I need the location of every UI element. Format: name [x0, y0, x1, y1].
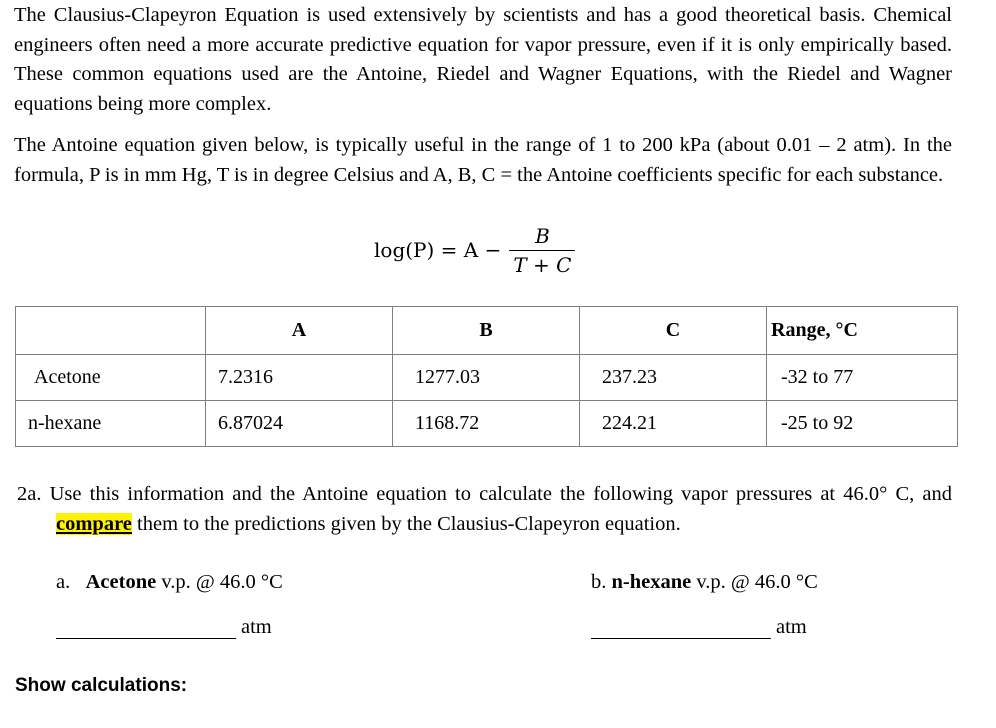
antoine-coefficients-table	[15, 306, 958, 447]
table-cell-c: 224.21	[580, 401, 767, 447]
table-cell-a: 7.2316	[206, 355, 393, 401]
equation-fraction	[509, 224, 575, 277]
table-cell-a: 6.87024	[206, 401, 393, 447]
equation-numerator: B	[535, 223, 550, 248]
header-cell-b: B	[393, 307, 580, 355]
table-header-row	[16, 307, 958, 355]
antoine-description-paragraph: The Antoine equation given below, is typically useful in the range of 1 to 200 kPa (about 0.01 – 2 atm). In the formula, P is in mm Hg, T is in degree Celsius and A, B, C = the Antoine coefficients specific for each substance.	[14, 134, 952, 186]
question-suffix: them to the predictions given by the Clausius-Clapeyron equation.	[131, 513, 681, 535]
part-a-letter: a.	[56, 571, 71, 593]
part-a-rest: v.p. @ 46.0 °C	[156, 571, 283, 593]
table-cell-range: -25 to 92	[767, 401, 958, 447]
table-cell-range: -32 to 77	[767, 355, 958, 401]
question-prefix: 2a. Use this information and the Antoine equation to calculate the following vapor pressures at 46.0° C, and	[17, 483, 952, 505]
antoine-equation	[374, 220, 575, 280]
show-calculations-label: Show calculations:	[15, 675, 188, 696]
denominator-t: T	[513, 252, 527, 277]
unit-b: atm	[776, 616, 807, 638]
table-row	[16, 401, 958, 447]
highlighted-word: compare	[56, 513, 132, 535]
equation-lhs: log(P) = A −	[374, 238, 502, 262]
part-b-letter: b.	[591, 571, 607, 593]
part-b-substance: n-hexane	[611, 571, 692, 593]
denominator-c: C	[556, 252, 572, 277]
table-cell-c: 237.23	[580, 355, 767, 401]
header-cell-c: C	[580, 307, 767, 355]
table-cell-b: 1168.72	[393, 401, 580, 447]
part-a-prompt	[56, 571, 283, 594]
part-b-rest: v.p. @ 46.0 °C	[691, 571, 818, 593]
answer-blank-b[interactable]	[591, 638, 771, 639]
answer-blank-a[interactable]	[56, 638, 236, 639]
header-cell-a: A	[206, 307, 393, 355]
unit-a: atm	[241, 616, 272, 638]
equation-denominator	[509, 251, 575, 277]
question-2a	[17, 479, 952, 539]
part-b-prompt	[591, 571, 818, 594]
intro-paragraph: The Clausius-Clapeyron Equation is used extensively by scientists and has a good theoretical basis. Chemical engineers often need a more accurate predictive equation for vapor pressure, even if it is only empirically based. These common equations used are the Antoine, Riedel and Wagner Equations, with the Riedel and Wagner equations being more complex.	[14, 4, 952, 115]
header-cell-range: Range, °C	[767, 307, 958, 355]
table-cell-substance: Acetone	[16, 355, 206, 401]
table-cell-b: 1277.03	[393, 355, 580, 401]
part-a-substance: Acetone	[85, 571, 157, 593]
table-row	[16, 355, 958, 401]
table-cell-substance: n-hexane	[16, 401, 206, 447]
denominator-plus: +	[526, 252, 557, 277]
header-cell-blank	[16, 307, 206, 355]
